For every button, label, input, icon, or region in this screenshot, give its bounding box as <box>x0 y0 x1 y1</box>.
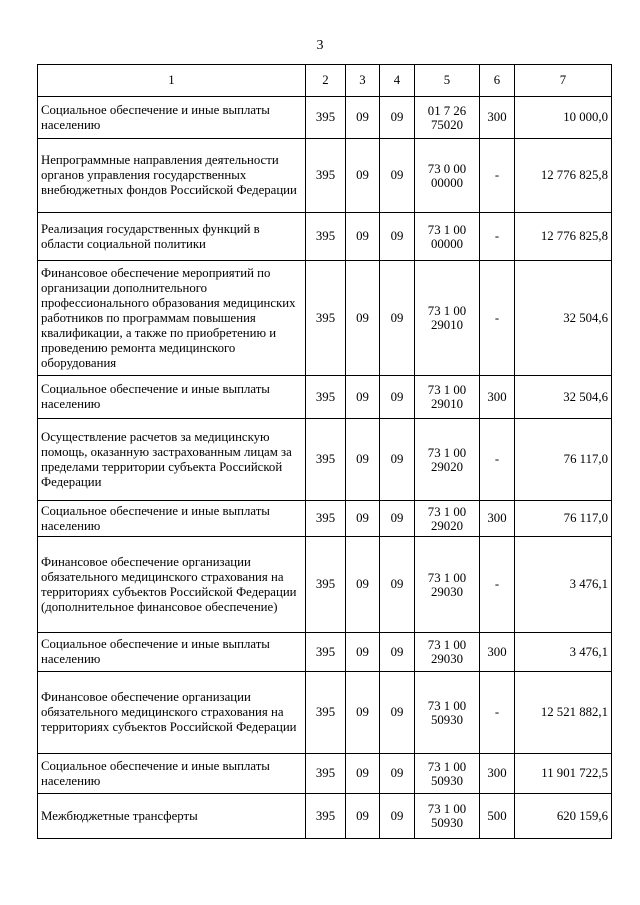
csr-line-2: 29030 <box>431 584 463 599</box>
cell-pr: 09 <box>380 537 415 633</box>
cell-vr: - <box>480 672 515 754</box>
cell-pr: 09 <box>380 754 415 794</box>
cell-rz: 09 <box>346 139 380 213</box>
cell-grbs: 395 <box>306 97 346 139</box>
cell-name: Социальное обеспечение и иные выплаты населению <box>38 754 306 794</box>
cell-vr: - <box>480 537 515 633</box>
csr-line-1: 73 1 00 <box>427 802 467 816</box>
cell-pr: 09 <box>380 501 415 537</box>
header-cell-csr: 5 <box>415 65 480 97</box>
cell-name: Осуществление расчетов за медицинскую помощь, оказанную застрахованным лицам за пределами территории субъекта Российской Федерации <box>38 419 306 501</box>
csr-line-2: 50930 <box>431 816 463 830</box>
cell-grbs: 395 <box>306 213 346 261</box>
cell-amount: 11 901 722,5 <box>515 754 612 794</box>
cell-pr: 09 <box>380 97 415 139</box>
header-cell-grbs: 2 <box>306 65 346 97</box>
page-number: 3 <box>316 38 324 53</box>
cell-rz: 09 <box>346 419 380 501</box>
cell-grbs: 395 <box>306 261 346 376</box>
csr-line-1: 73 1 00 <box>427 504 467 519</box>
cell-name: Социальное обеспечение и иные выплаты населению <box>38 97 306 139</box>
table-row <box>38 97 612 139</box>
cell-grbs: 395 <box>306 672 346 754</box>
cell-amount: 12 521 882,1 <box>515 672 612 754</box>
cell-rz: 09 <box>346 376 380 419</box>
cell-csr <box>415 97 480 139</box>
cell-name: Финансовое обеспечение организации обязательного медицинского страхования на территориях субъектов Российской Федерации <box>38 672 306 754</box>
cell-amount: 32 504,6 <box>515 376 612 419</box>
cell-vr: 300 <box>480 633 515 672</box>
cell-grbs: 395 <box>306 633 346 672</box>
cell-vr: - <box>480 261 515 376</box>
csr-line-2: 29020 <box>431 518 463 533</box>
csr-line-2: 29010 <box>431 318 463 332</box>
csr-line-1: 73 1 00 <box>427 445 467 460</box>
cell-amount: 3 476,1 <box>515 537 612 633</box>
table-row <box>38 754 612 794</box>
cell-rz: 09 <box>346 501 380 537</box>
header-cell-pr: 4 <box>380 65 415 97</box>
cell-csr <box>415 419 480 501</box>
cell-csr <box>415 794 480 839</box>
cell-csr <box>415 672 480 754</box>
cell-pr: 09 <box>380 376 415 419</box>
cell-amount: 12 776 825,8 <box>515 213 612 261</box>
table-row <box>38 419 612 501</box>
table-row <box>38 633 612 672</box>
csr-line-2: 75020 <box>431 117 463 132</box>
cell-name: Финансовое обеспечение мероприятий по организации дополнительного профессионального образования медицинских работников по программам повышения квалификации, а также по приобретению и проведению ремонта медицинского оборудования <box>38 261 306 376</box>
budget-table <box>37 64 612 839</box>
cell-rz: 09 <box>346 213 380 261</box>
cell-amount: 76 117,0 <box>515 419 612 501</box>
cell-pr: 09 <box>380 419 415 501</box>
cell-pr: 09 <box>380 794 415 839</box>
header-cell-rz: 3 <box>346 65 380 97</box>
table-row <box>38 261 612 376</box>
table-row <box>38 139 612 213</box>
csr-line-2: 50930 <box>431 712 463 727</box>
cell-name: Социальное обеспечение и иные выплаты населению <box>38 501 306 537</box>
cell-csr <box>415 213 480 261</box>
cell-vr: 300 <box>480 754 515 794</box>
csr-line-1: 73 0 00 <box>427 161 467 176</box>
cell-pr: 09 <box>380 261 415 376</box>
csr-line-1: 73 1 00 <box>427 759 467 774</box>
cell-vr: 300 <box>480 97 515 139</box>
cell-pr: 09 <box>380 139 415 213</box>
cell-amount: 620 159,6 <box>515 794 612 839</box>
cell-amount: 12 776 825,8 <box>515 139 612 213</box>
table-row <box>38 537 612 633</box>
cell-amount: 3 476,1 <box>515 633 612 672</box>
cell-rz: 09 <box>346 537 380 633</box>
cell-rz: 09 <box>346 97 380 139</box>
cell-csr <box>415 139 480 213</box>
csr-line-1: 73 1 00 <box>427 570 467 585</box>
cell-grbs: 395 <box>306 376 346 419</box>
cell-grbs: 395 <box>306 139 346 213</box>
cell-amount: 10 000,0 <box>515 97 612 139</box>
cell-amount: 76 117,0 <box>515 501 612 537</box>
header-row <box>38 65 612 97</box>
cell-csr <box>415 537 480 633</box>
cell-rz: 09 <box>346 672 380 754</box>
table-row <box>38 376 612 419</box>
cell-rz: 09 <box>346 754 380 794</box>
cell-name: Социальное обеспечение и иные выплаты населению <box>38 376 306 419</box>
cell-rz: 09 <box>346 261 380 376</box>
cell-name: Непрограммные направления деятельности органов управления государственных внебюджетных фондов Российской Федерации <box>38 139 306 213</box>
csr-line-2: 29020 <box>431 459 463 474</box>
cell-vr: 300 <box>480 501 515 537</box>
cell-rz: 09 <box>346 794 380 839</box>
cell-vr: 300 <box>480 376 515 419</box>
cell-csr <box>415 261 480 376</box>
csr-line-1: 73 1 00 <box>427 304 467 318</box>
cell-grbs: 395 <box>306 794 346 839</box>
csr-line-2: 00000 <box>431 236 463 251</box>
cell-csr <box>415 376 480 419</box>
cell-vr: - <box>480 213 515 261</box>
cell-grbs: 395 <box>306 537 346 633</box>
cell-rz: 09 <box>346 633 380 672</box>
cell-csr <box>415 633 480 672</box>
csr-line-1: 73 1 00 <box>427 222 467 237</box>
cell-vr: - <box>480 419 515 501</box>
table-row <box>38 213 612 261</box>
cell-name: Социальное обеспечение и иные выплаты населению <box>38 633 306 672</box>
cell-vr: 500 <box>480 794 515 839</box>
cell-name: Финансовое обеспечение организации обязательного медицинского страхования на территориях субъектов Российской Федерации (дополнительное финансовое обеспечение) <box>38 537 306 633</box>
table-row <box>38 794 612 839</box>
table-row <box>38 672 612 754</box>
cell-grbs: 395 <box>306 754 346 794</box>
csr-line-2: 29010 <box>431 397 463 411</box>
header-cell-vr: 6 <box>480 65 515 97</box>
csr-line-2: 00000 <box>431 175 463 190</box>
cell-amount: 32 504,6 <box>515 261 612 376</box>
table-row <box>38 501 612 537</box>
csr-line-2: 50930 <box>431 773 463 788</box>
cell-csr <box>415 501 480 537</box>
cell-grbs: 395 <box>306 501 346 537</box>
csr-line-1: 01 7 26 <box>427 103 467 118</box>
csr-line-1: 73 1 00 <box>427 638 467 652</box>
cell-pr: 09 <box>380 672 415 754</box>
csr-line-1: 73 1 00 <box>427 383 467 397</box>
cell-name: Реализация государственных функций в области социальной политики <box>38 213 306 261</box>
csr-line-2: 29030 <box>431 652 463 666</box>
cell-name: Межбюджетные трансферты <box>38 794 306 839</box>
cell-pr: 09 <box>380 633 415 672</box>
csr-line-1: 73 1 00 <box>427 698 467 713</box>
cell-csr <box>415 754 480 794</box>
cell-pr: 09 <box>380 213 415 261</box>
cell-vr: - <box>480 139 515 213</box>
header-cell-amount: 7 <box>515 65 612 97</box>
cell-grbs: 395 <box>306 419 346 501</box>
header-cell-name: 1 <box>38 65 306 97</box>
